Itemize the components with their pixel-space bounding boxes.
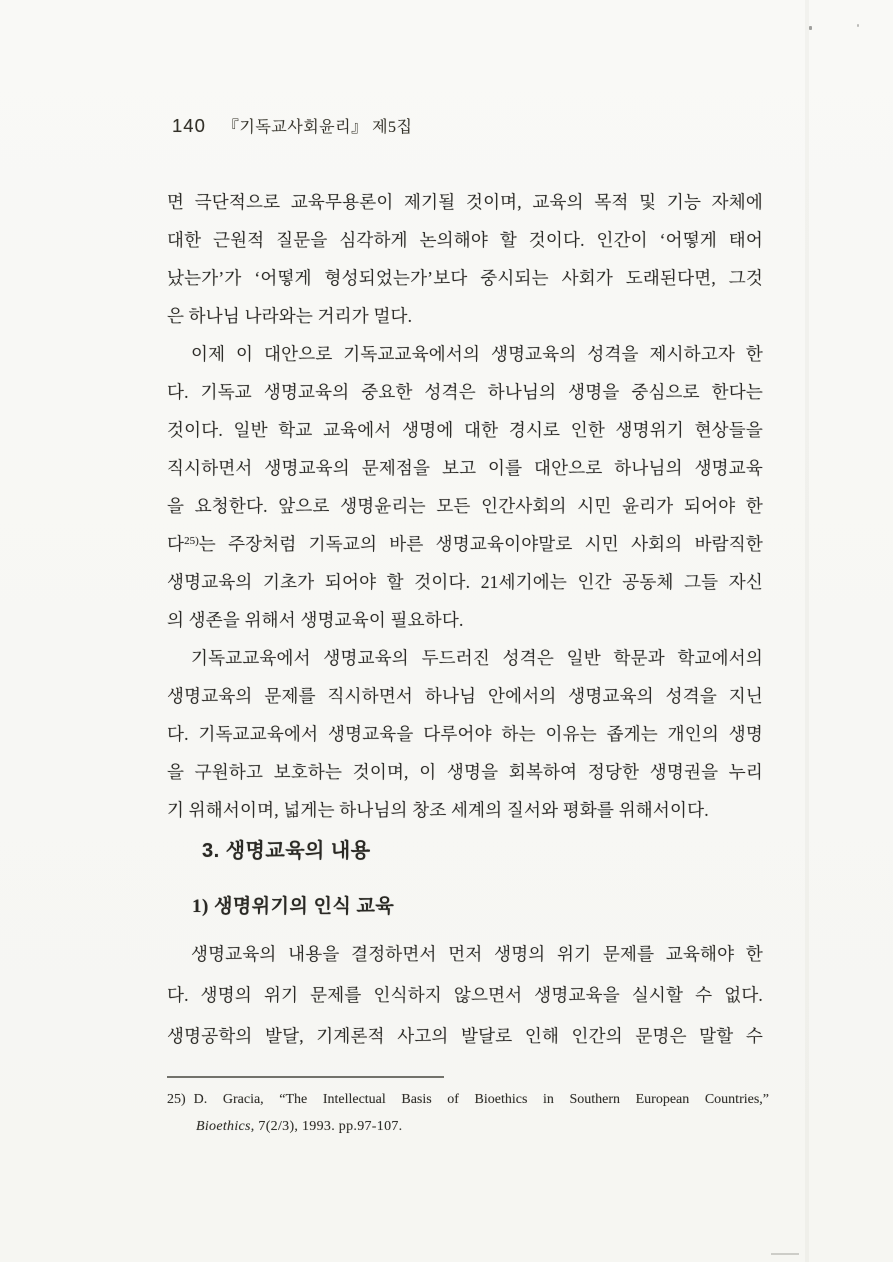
scan-speck [857,24,859,27]
body-text-line: 이제 이 대안으로 기독교교육에서의 생명교육의 성격을 제시하고자 한 [191,344,763,364]
section-heading: 3. 생명교육의 내용 [202,840,371,862]
body-text-line: 다. 기독교 생명교육의 중요한 성격은 하나님의 생명을 중심으로 한다는 [167,382,763,402]
body-text-line: 의 생존을 위해서 생명교육이 필요하다. [167,610,464,630]
body-text [167,183,763,829]
body-text-line: 기 위해서이며, 넓게는 하나님의 창조 세계의 질서와 평화를 위해서이다. [167,800,709,820]
footnote-divider [167,1076,444,1078]
scan-speck [809,26,812,30]
journal-title: 『기독교사회윤리』 제5집 [222,119,413,136]
footnote-citation-line [167,1086,769,1113]
body-text-line: 생명교육의 문제를 직시하면서 하나님 안에서의 생명교육의 성격을 지닌 [167,686,763,706]
footnote-citation-detail: , 7(2/3), 1993. pp.97-107. [250,1119,403,1134]
subsection-heading: 1) 생명위기의 인식 교육 [192,896,395,917]
scan-edge-artifact [771,1253,799,1255]
footnote-journal-name: Bioethics [196,1119,251,1134]
section-text [167,934,763,1057]
body-text-line: 생명교육의 기초가 되어야 할 것이다. 21세기에는 인간 공동체 그들 자신 [167,572,763,592]
body-text-line: 을 구원하고 보호하는 것이며, 이 생명을 회복하여 정당한 생명권을 누리 [167,762,763,782]
body-text-line: 생명교육의 내용을 결정하면서 먼저 생명의 위기 문제를 교육해야 한 [191,944,763,964]
body-text-line: 면 극단적으로 교육무용론이 제기될 것이며, 교육의 목적 및 기능 자체에 [167,192,763,212]
body-text-line: 생명공학의 발달, 기계론적 사고의 발달로 인해 인간의 문명은 말할 수 [167,1026,763,1046]
footnote-citation: D. Gracia, “The Intellectual Basis of Bioethics in Southern European Countries,” [193,1092,769,1107]
page-number: 140 [172,115,206,136]
body-text-line: 대한 근원적 질문을 심각하게 논의해야 할 것이다. 인간이 ‘어떻게 태어 [167,230,763,250]
body-text-line: 다. 생명의 위기 문제를 인식하지 않으면서 생명교육을 실시할 수 없다. [167,985,763,1005]
body-text-line [167,525,763,563]
scan-fold-streak [805,0,809,1262]
footnote [167,1086,769,1140]
footnote-reference: 25) [184,535,199,547]
body-text-line: 은 하나님 나라와는 거리가 멀다. [167,306,413,326]
body-text-line: 직시하면서 생명교육의 문제점을 보고 이를 대안으로 하나님의 생명교육 [167,458,763,478]
footnote-marker: 25) [167,1092,186,1107]
body-text-line: 기독교교육에서 생명교육의 두드러진 성격은 일반 학문과 학교에서의 [191,648,763,668]
body-text-fragment: 다 [167,534,185,554]
footnote-citation-line [167,1113,769,1140]
body-text-line: 을 요청한다. 앞으로 생명윤리는 모든 인간사회의 시민 윤리가 되어야 한 [167,496,763,516]
running-head [172,114,412,137]
body-text-line: 났는가’가 ‘어떻게 형성되었는가’보다 중시되는 사회가 도래된다면, 그것 [167,268,763,288]
body-text-line: 다. 기독교교육에서 생명교육을 다루어야 하는 이유는 좁게는 개인의 생명 [167,724,763,744]
body-text-line: 것이다. 일반 학교 교육에서 생명에 대한 경시로 인한 생명위기 현상들을 [167,420,763,440]
body-text-fragment: 는 주장처럼 기독교의 바른 생명교육이야말로 시민 사회의 바람직한 [198,534,763,554]
